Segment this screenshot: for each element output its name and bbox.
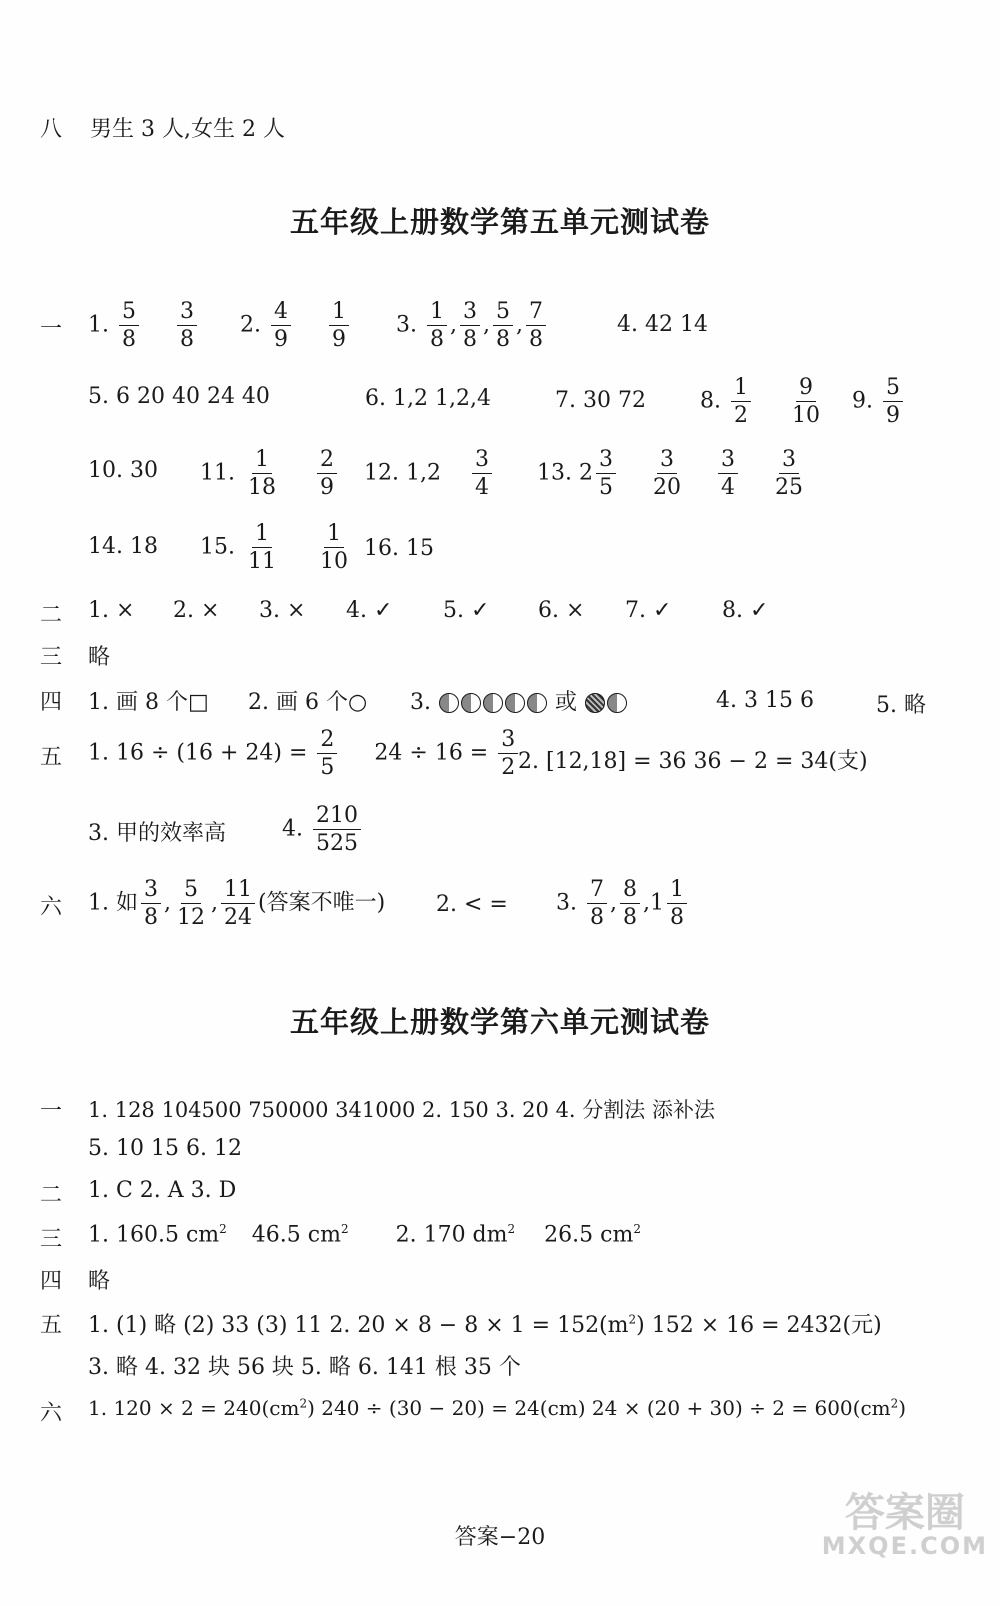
u5-s5-q3: 3. 甲的效率高 [88,821,226,846]
section-eight-answer: 男生 3 人,女生 2 人 [90,117,285,142]
u5-tf-7: 7. ✓ [625,598,672,623]
u5-q4: 4. 42 14 [617,312,708,337]
u6-line-7: 3. 略 4. 32 块 56 块 5. 略 6. 141 根 35 个 [88,1355,521,1380]
u5-q6: 6. 1,2 1,2,4 [365,386,491,411]
u5-section-3: 三 [40,645,63,670]
u5-q2: 2. $\frac{4}{9}$ $\frac{1}{9}$ [240,300,352,351]
u6-section-5: 五 [40,1313,63,1338]
half-circle-icon [461,693,481,713]
u5-s6-q3: 3. $\frac{7}{8}$ , $\frac{8}{8}$ ,1 $\frac{1}{8}$ [556,878,690,929]
u5-tf-2: 2. × [173,598,220,623]
u5-section-1: 一 [40,317,63,342]
u6-section-1: 一 [40,1099,63,1124]
half-circle-icon [505,693,525,713]
u5-s4-q3: 3. 或 [410,685,628,716]
u5-q11: 11. $\frac{1}{18}$ $\frac{2}{9}$ [200,448,340,499]
u5-section-6: 六 [40,895,63,920]
u5-q10: 10. 30 [88,458,158,483]
u6-line-8: 1. $120 \times 2 = 240(cm^2) 240 \div (30 - 20) = 24(cm) 24 \times (20 + 30) \div 2 = 600(cm^2)$ [88,1396,907,1420]
u5-section-2: 二 [40,603,63,628]
u5-q5: 5. 6 20 40 24 40 [88,384,270,409]
u5-section-5: 五 [40,745,63,770]
u5-s3-answer: 略 [88,645,111,670]
u5-s4-q4: 4. 3 15 6 [716,688,814,713]
u5-q9: 9. $\frac{5}{9}$ [852,376,906,427]
section-eight-label: 八 [40,117,63,142]
u5-tf-8: 8. ✓ [722,598,769,623]
u6-line-2: 5. 10 15 6. 12 [88,1136,242,1161]
u5-q13: 13. 2 $\frac{3}{5}$ $\frac{3}{20}$ $\frac{3}{4}$ $\frac{3}{25}$ [537,447,803,501]
u5-q14: 14. 18 [88,534,158,559]
u5-s6-q1: 1. 如 $\frac{3}{8}$ , $\frac{5}{12}$ , $\frac{11}{24}$ (答案不唯一) [88,877,386,931]
u5-q1: 1. $\frac{5}{8}$ $\frac{3}{8}$ [88,300,200,351]
u6-section-2: 二 [40,1183,63,1208]
u6-section-6: 六 [40,1401,63,1426]
u5-q3: 3. $\frac{1}{8}$ , $\frac{3}{8}$ , $\frac{5}{8}$ , $\frac{7}{8}$ [396,300,549,351]
full-circle-icon [585,693,605,713]
u6-section-3: 三 [40,1227,63,1252]
u6-line-5: 略 [88,1269,111,1294]
u5-tf-4: 4. ✓ [346,598,393,623]
unit5-title: 五年级上册数学第五单元测试卷 [289,205,710,239]
u5-s6-q2: 2. < = [436,892,508,917]
u6-line-4: 1. 160.5 $cm^2$ 46.5 $cm^2$ 2. 170 $dm^2$ 26.5 $cm^2$ [88,1222,641,1248]
u5-tf-5: 5. ✓ [443,598,490,623]
half-circle-icon [439,693,459,713]
u6-line-6: 1. (1) 略 (2) 33 (3) 11 2. $20 \times 8 - 8 \times 1 = 152(m^2) 152 \times 16 = 2432$(元) [88,1312,882,1338]
watermark-logo: 答案圈 MXQE.COM [821,1490,988,1560]
u6-line-1: 1. 128 104500 750000 341000 2. 150 3. 20 4. 分割法 添补法 [88,1098,715,1122]
u5-tf-1: 1. × [88,598,135,623]
unit6-title: 五年级上册数学第六单元测试卷 [289,1005,710,1039]
u5-s4-q5: 5. 略 [876,693,926,718]
u5-q12: 12. 1,2 $\frac{3}{4}$ [364,448,495,499]
u5-s5-q2: 2. [12,18] = 36 36 − 2 = 34(支) [518,749,868,774]
half-circle-icon [527,693,547,713]
u5-q7: 7. 30 72 [555,388,646,413]
u5-s4-q1: 1. 画 8 个□ [88,690,209,715]
u5-s5-q4: 4. $\frac{210}{525}$ [282,804,364,855]
u5-q15: 15. $\frac{1}{11}$ $\frac{1}{10}$ [200,521,348,575]
page-number: 答案−20 [454,1525,546,1550]
half-circle-icon [483,693,503,713]
u5-q8: 8. $\frac{1}{2}$ $\frac{9}{10}$ [700,375,820,429]
u5-s4-q2: 2. 画 6 个○ [248,690,368,715]
u5-s5-q1: 1. 16 ÷ (16 + 24) = $\frac{2}{5}$ 24 ÷ 16 = $\frac{3}{2}$ [88,728,521,779]
u6-line-3: 1. C 2. A 3. D [88,1178,237,1203]
half-circle-icon [607,693,627,713]
u5-q16: 16. 15 [364,536,434,561]
u5-tf-6: 6. × [538,598,585,623]
u5-section-4: 四 [40,690,63,715]
u5-tf-3: 3. × [259,598,306,623]
u6-section-4: 四 [40,1269,63,1294]
